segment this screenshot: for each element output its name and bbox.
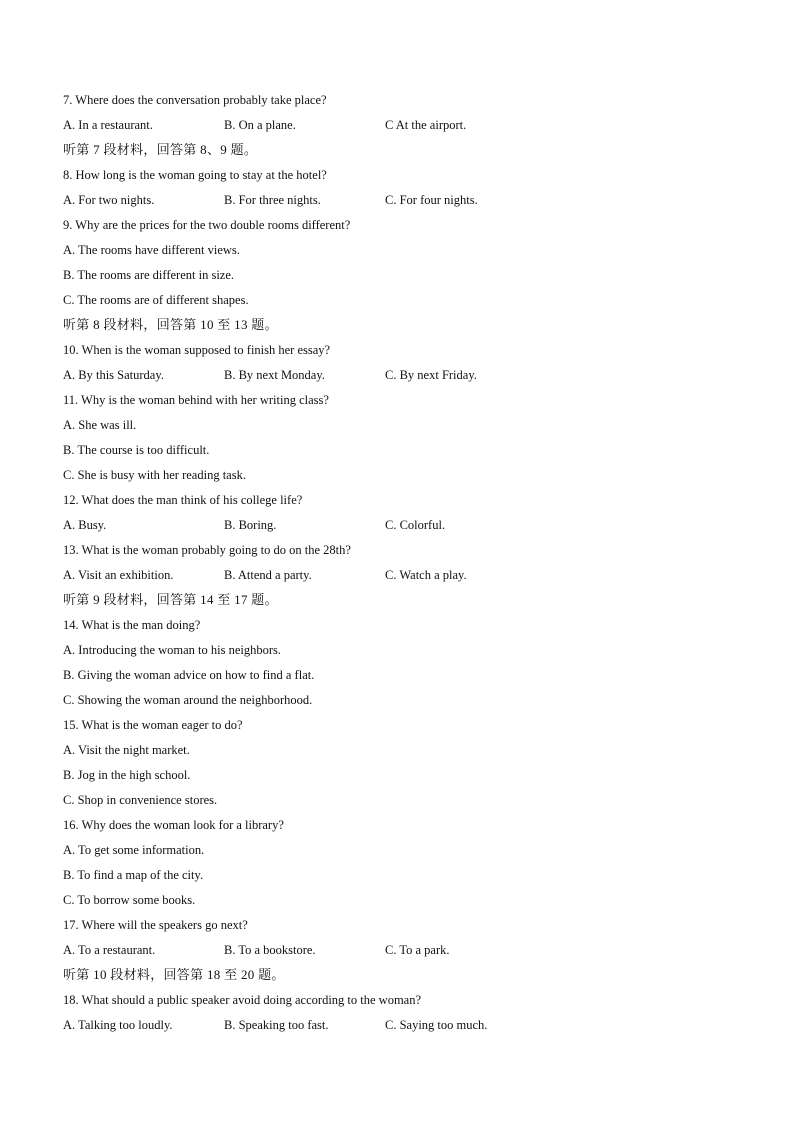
option-c: C. To a park. — [385, 943, 450, 957]
question-line: 12. What does the man think of his college life? — [63, 493, 303, 507]
question-line: A. She was ill. — [63, 418, 137, 432]
option-b: B. Speaking too fast. — [224, 1018, 329, 1032]
question-line: A. Visit the night market. — [63, 743, 190, 757]
option-c: C. For four nights. — [385, 193, 478, 207]
question-line: 10. When is the woman supposed to finish her essay? — [63, 343, 331, 357]
question-line: B. Giving the woman advice on how to find a flat. — [63, 668, 315, 682]
option-a: A. By this Saturday. — [63, 368, 164, 382]
option-b: B. For three nights. — [224, 193, 321, 207]
question-line: 16. Why does the woman look for a library? — [63, 818, 284, 832]
option-c: C. Colorful. — [385, 518, 446, 532]
option-b: B. Boring. — [224, 518, 277, 532]
option-b: B. Attend a party. — [224, 568, 312, 582]
question-line: 18. What should a public speaker avoid doing according to the woman? — [63, 993, 422, 1007]
option-b: B. On a plane. — [224, 118, 296, 132]
question-line: C. To borrow some books. — [63, 893, 196, 907]
option-a: A. For two nights. — [63, 193, 155, 207]
option-row — [63, 515, 743, 540]
option-row — [63, 365, 743, 390]
option-a: A. Visit an exhibition. — [63, 568, 174, 582]
question-line: 7. Where does the conversation probably take place? — [63, 93, 327, 107]
question-line: 11. Why is the woman behind with her writing class? — [63, 393, 329, 407]
option-b: B. To a bookstore. — [224, 943, 316, 957]
option-a: A. In a restaurant. — [63, 118, 153, 132]
question-line: 13. What is the woman probably going to do on the 28th? — [63, 543, 351, 557]
question-line: B. To find a map of the city. — [63, 868, 204, 882]
option-row — [63, 1015, 743, 1040]
exam-page — [63, 90, 743, 1040]
section-instruction: 听第 7 段材料，回答第 8、9 题。 — [63, 142, 258, 157]
option-c: C. By next Friday. — [385, 368, 477, 382]
section-instruction: 听第 10 段材料，回答第 18 至 20 题。 — [63, 967, 285, 982]
question-line: 17. Where will the speakers go next? — [63, 918, 248, 932]
question-line: C. Showing the woman around the neighborhood. — [63, 693, 313, 707]
question-line: B. The rooms are different in size. — [63, 268, 235, 282]
question-line: 9. Why are the prices for the two double rooms different? — [63, 218, 351, 232]
question-line: C. She is busy with her reading task. — [63, 468, 246, 482]
option-a: A. To a restaurant. — [63, 943, 156, 957]
question-line: A. Introducing the woman to his neighbors. — [63, 643, 282, 657]
question-line: C. Shop in convenience stores. — [63, 793, 218, 807]
question-line: A. To get some information. — [63, 843, 205, 857]
option-c: C At the airport. — [385, 118, 467, 132]
option-row — [63, 115, 743, 140]
option-a: A. Talking too loudly. — [63, 1018, 173, 1032]
question-line: 14. What is the man doing? — [63, 618, 201, 632]
option-c: C. Watch a play. — [385, 568, 467, 582]
question-line: C. The rooms are of different shapes. — [63, 293, 249, 307]
question-line: 8. How long is the woman going to stay at the hotel? — [63, 168, 327, 182]
question-line: A. The rooms have different views. — [63, 243, 240, 257]
question-line: B. Jog in the high school. — [63, 768, 191, 782]
option-a: A. Busy. — [63, 518, 107, 532]
section-instruction: 听第 9 段材料，回答第 14 至 17 题。 — [63, 592, 278, 607]
option-row — [63, 565, 743, 590]
question-line: 15. What is the woman eager to do? — [63, 718, 243, 732]
option-row — [63, 940, 743, 965]
question-line: B. The course is too difficult. — [63, 443, 210, 457]
option-c: C. Saying too much. — [385, 1018, 488, 1032]
option-b: B. By next Monday. — [224, 368, 325, 382]
option-row — [63, 190, 743, 215]
section-instruction: 听第 8 段材料，回答第 10 至 13 题。 — [63, 317, 278, 332]
